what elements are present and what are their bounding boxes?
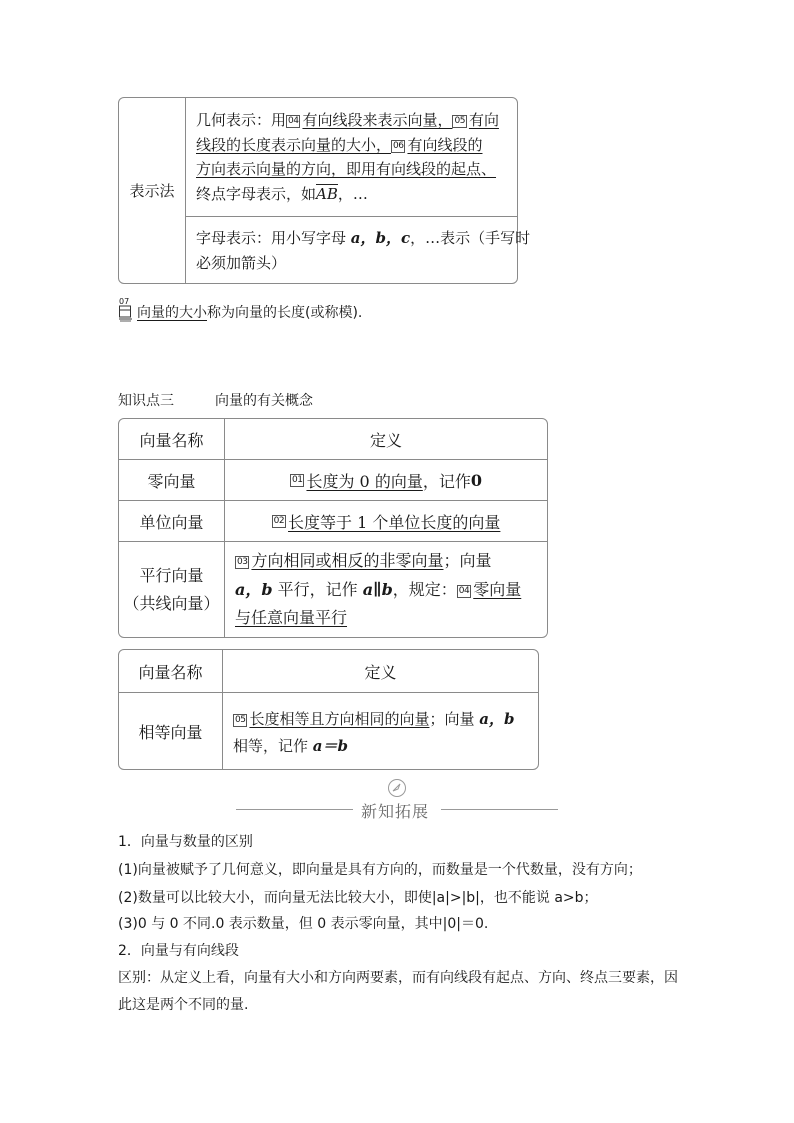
body-paragraph-3: (3)0 与 0 不同.0 表示数量，但 0 表示零向量，其中|0|＝0. xyxy=(118,916,489,932)
representation-label: 表示法 xyxy=(129,182,175,200)
zero-vector-definition: 01 长度为 0 的向量 ，记作 0 xyxy=(292,470,482,491)
divider-left xyxy=(236,809,353,810)
body-paragraph-5: 此这是两个不同的量. xyxy=(118,997,249,1013)
rocket-icon xyxy=(387,778,407,798)
body-paragraph-2: (2)数量可以比较大小，而向量无法比较大小，即使|a|>|b|，也不能说 a>b； xyxy=(118,890,598,906)
section-label: 知识点三 xyxy=(118,393,174,409)
expand-divider xyxy=(236,778,558,822)
divider-right xyxy=(441,809,558,810)
parallel-vector-name: 平行向量 （共线向量） xyxy=(123,565,220,613)
note-text: 向量的大小称为向量的长度(或称模). xyxy=(137,305,363,321)
body-heading-1: 1．向量与数量的区别 xyxy=(118,834,253,850)
body-paragraph-1: (1)向量被赋予了几何意义，即向量是具有方向的，而数量是一个代数量，没有方向； xyxy=(118,862,642,878)
header-definition: 定义 xyxy=(364,662,397,682)
vector-ab: AB xyxy=(316,184,338,203)
header-definition: 定义 xyxy=(369,430,402,450)
unit-vector-definition: 02 长度等于 1 个单位长度的向量 xyxy=(273,512,501,532)
header-name: 向量名称 xyxy=(138,662,203,682)
equal-vector-definition: 05 长度相等且方向相同的向量；向量 a，b 相等，记作 a＝b xyxy=(233,710,515,755)
expand-title: 新知拓展 xyxy=(361,802,430,821)
concept-table xyxy=(118,418,548,638)
parallel-vector-definition: 03 方向相同或相反的非零向量；向量 a，b 平行，记作 a∥b，规定： 04 零向量 与任意向量平行 xyxy=(235,551,522,627)
zero-vector-name: 零向量 xyxy=(147,471,196,491)
divider xyxy=(185,98,186,283)
body-heading-2: 2．向量与有向线段 xyxy=(118,943,239,959)
equal-vector-table xyxy=(118,649,539,770)
header-name: 向量名称 xyxy=(139,430,204,450)
body-paragraph-4: 区别：从定义上看，向量有大小和方向两要素，而有向线段有起点、方向、终点三要素，因 xyxy=(118,970,678,986)
representation-table xyxy=(118,97,531,284)
note-number: 07 xyxy=(119,297,130,306)
geometric-representation: 几何表示：用 04 有向线段来表示向量， 05 有向 线段的长度表示向量的大小， 06 有向线段的 方向表示向量的方向，即用有向线段的起点、 终点字母表示，如AB，… xyxy=(196,111,499,203)
unit-vector-name: 单位向量 xyxy=(139,512,204,532)
divider xyxy=(185,216,518,217)
letter-representation: 字母表示：用小写字母 a，b，c，…表示（手写时 必须加箭头） xyxy=(196,229,531,272)
equal-vector-name: 相等向量 xyxy=(138,722,203,742)
section-title: 向量的有关概念 xyxy=(215,393,313,409)
